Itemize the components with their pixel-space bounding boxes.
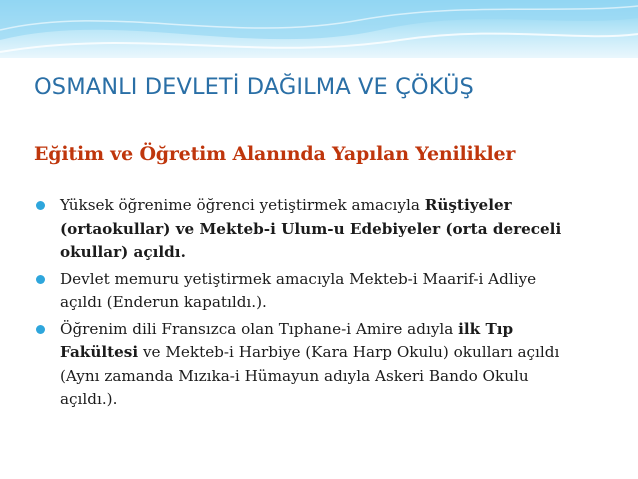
bullet-bold-text: Rüştiyeler (424, 196, 512, 214)
bullet-dot-icon (36, 201, 45, 210)
bullet-line (60, 268, 614, 292)
bullet-line (60, 194, 614, 218)
slide-subtitle: Eğitim ve Öğretim Alanında Yapılan Yenilikler (34, 143, 516, 165)
bullet-bold-text: okullar) açıldı. (60, 243, 186, 261)
bullet-line (60, 341, 614, 365)
bullet-text: (Aynı zamanda Mızıka-i Hümayun adıyla Askeri Bando Okulu (60, 366, 529, 385)
bullet-text: Yüksek öğrenime öğrenci yetiştirmek amacıyla (60, 196, 425, 214)
bullet-bold-text: Fakültesi (60, 343, 139, 361)
bullet-text: Öğrenim dili Fransızca olan Tıphane-i Amire adıyla (60, 319, 459, 338)
bullet-item (34, 318, 614, 412)
bullet-text: açıldı.). (60, 390, 118, 408)
bullet-item (34, 194, 614, 265)
header-band (0, 0, 638, 58)
wave-decoration (0, 0, 638, 58)
bullet-line (60, 218, 614, 242)
slide-title: OSMANLI DEVLETİ DAĞILMA VE ÇÖKÜŞ (34, 74, 474, 100)
bullet-line (60, 291, 614, 315)
bullet-list (34, 194, 614, 415)
bullet-line (60, 388, 614, 412)
bullet-dot-icon (36, 275, 45, 284)
bullet-text: Devlet memuru yetiştirmek amacıyla Mekteb-i Maarif-i Adliye (60, 269, 537, 288)
bullet-bold-text: (ortaokullar) ve Mekteb-i Ulum-u Edebiyeler (orta dereceli (60, 219, 562, 238)
bullet-text: ve Mekteb-i Harbiye (Kara Harp Okulu) okulları açıldı (138, 343, 560, 361)
bullet-bold-text: ilk Tıp (458, 319, 514, 338)
bullet-item (34, 268, 614, 315)
bullet-text: açıldı (Enderun kapatıldı.). (60, 293, 267, 311)
bullet-line (60, 365, 614, 389)
bullet-dot-icon (36, 325, 45, 334)
bullet-line (60, 241, 614, 265)
bullet-line (60, 318, 614, 342)
